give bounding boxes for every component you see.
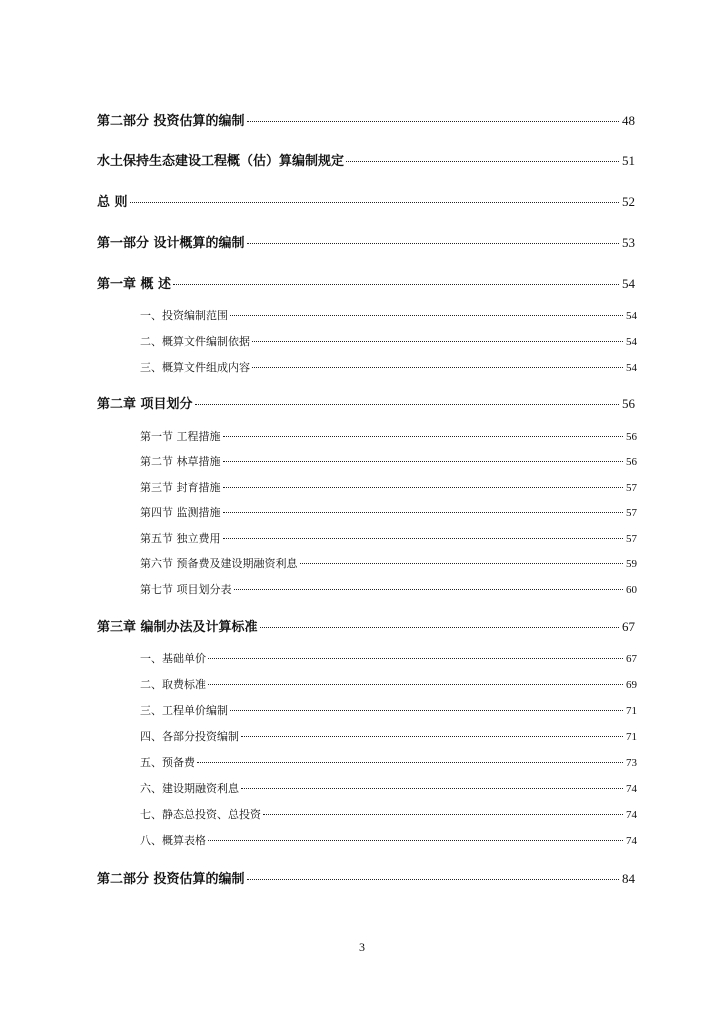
toc-entry-label: 水土保持生态建设工程概（估）算编制规定 xyxy=(97,154,345,169)
toc-entry[interactable] xyxy=(97,273,635,292)
toc-entry-page: 51 xyxy=(622,153,635,168)
toc-entry-label: 三、概算文件组成内容 xyxy=(140,361,250,374)
toc-subentry[interactable] xyxy=(140,333,637,349)
toc-entry-page: 54 xyxy=(626,310,637,322)
toc-entry-label: 总 则 xyxy=(97,195,128,210)
toc-entry-label: 八、概算表格 xyxy=(140,834,206,847)
toc-entry-page: 60 xyxy=(626,584,637,596)
dot-leader xyxy=(241,736,623,737)
dot-leader xyxy=(263,814,623,815)
toc-entry-page: 71 xyxy=(626,705,637,717)
dot-leader xyxy=(197,762,623,763)
toc-subentry[interactable] xyxy=(140,453,637,469)
dot-leader xyxy=(234,589,624,590)
toc-entry-label: 第六节 预备费及建设期融资利息 xyxy=(140,557,298,570)
toc-entry[interactable] xyxy=(97,616,635,635)
toc-entry-page: 54 xyxy=(626,362,637,374)
dot-leader xyxy=(241,788,623,789)
toc-entry-page: 67 xyxy=(626,653,637,665)
toc-entry-label: 六、建设期融资利息 xyxy=(140,782,239,795)
dot-leader xyxy=(173,284,619,285)
toc-entry[interactable] xyxy=(97,232,635,251)
toc-subentry[interactable] xyxy=(140,307,637,323)
toc-entry-label: 七、静态总投资、总投资 xyxy=(140,808,261,821)
dot-leader xyxy=(208,840,623,841)
toc-subentry[interactable] xyxy=(140,650,637,666)
toc-entry-page: 74 xyxy=(626,809,637,821)
toc-subentry[interactable] xyxy=(140,359,637,375)
toc-subentry[interactable] xyxy=(140,555,637,571)
toc-entry-label: 第二节 林草措施 xyxy=(140,455,221,468)
toc-subentry[interactable] xyxy=(140,676,637,692)
toc-entry[interactable] xyxy=(97,191,635,210)
toc-entry-page: 54 xyxy=(622,276,635,291)
toc-subentry[interactable] xyxy=(140,702,637,718)
toc-entry-page: 57 xyxy=(626,533,637,545)
dot-leader xyxy=(247,879,619,880)
dot-leader xyxy=(346,161,619,162)
toc-entry-page: 56 xyxy=(622,396,635,411)
dot-leader xyxy=(223,436,624,437)
dot-leader xyxy=(230,315,623,316)
toc-subentry[interactable] xyxy=(140,504,637,520)
toc-entry[interactable] xyxy=(97,150,635,169)
toc-subentry[interactable] xyxy=(140,780,637,796)
toc-entry-label: 三、工程单价编制 xyxy=(140,704,228,717)
toc-entry-page: 52 xyxy=(622,194,635,209)
toc-entry[interactable] xyxy=(97,110,635,129)
toc-entry-label: 一、投资编制范围 xyxy=(140,309,228,322)
toc-entry-label: 第一节 工程措施 xyxy=(140,430,221,443)
toc-entry-page: 59 xyxy=(626,558,637,570)
toc-subentry[interactable] xyxy=(140,581,637,597)
toc-entry-page: 67 xyxy=(622,619,635,634)
dot-leader xyxy=(223,512,624,513)
toc-entry-page: 56 xyxy=(626,431,637,443)
dot-leader xyxy=(223,487,624,488)
dot-leader xyxy=(247,121,619,122)
toc-entry-label: 第七节 项目划分表 xyxy=(140,583,232,596)
toc-entry-label: 第一章 概 述 xyxy=(97,277,172,292)
toc-subentry[interactable] xyxy=(140,832,637,848)
toc-entry-label: 二、概算文件编制依据 xyxy=(140,335,250,348)
dot-leader xyxy=(230,710,623,711)
toc-entry-label: 第三节 封育措施 xyxy=(140,481,221,494)
toc-entry-label: 第四节 监测措施 xyxy=(140,506,221,519)
toc-entry-page: 57 xyxy=(626,507,637,519)
dot-leader xyxy=(300,563,624,564)
toc-subentry[interactable] xyxy=(140,428,637,444)
toc-entry-label: 五、预备费 xyxy=(140,756,195,769)
toc-subentry[interactable] xyxy=(140,530,637,546)
toc-entry-page: 56 xyxy=(626,456,637,468)
toc-subentry[interactable] xyxy=(140,806,637,822)
toc-entry-label: 第五节 独立费用 xyxy=(140,532,221,545)
toc-entry-page: 73 xyxy=(626,757,637,769)
toc-entry-label: 第二章 项目划分 xyxy=(97,397,193,412)
dot-leader xyxy=(195,404,619,405)
dot-leader xyxy=(252,341,623,342)
dot-leader xyxy=(223,461,624,462)
toc-entry-label: 第一部分 设计概算的编制 xyxy=(97,236,245,251)
page-number: 3 xyxy=(359,940,365,954)
toc-entry[interactable] xyxy=(97,393,635,412)
toc-entry-label: 一、基础单价 xyxy=(140,652,206,665)
toc-entry-page: 54 xyxy=(626,336,637,348)
toc-entry-page: 53 xyxy=(622,235,635,250)
toc-entry-page: 74 xyxy=(626,783,637,795)
toc-entry-label: 二、取费标准 xyxy=(140,678,206,691)
toc-subentry[interactable] xyxy=(140,479,637,495)
toc-entry-label: 第三章 编制办法及计算标准 xyxy=(97,620,258,635)
toc-entry-page: 71 xyxy=(626,731,637,743)
toc-entry-page: 69 xyxy=(626,679,637,691)
toc-entry-page: 74 xyxy=(626,835,637,847)
dot-leader xyxy=(208,684,623,685)
dot-leader xyxy=(130,202,619,203)
toc-entry-page: 84 xyxy=(622,871,635,886)
toc-entry-label: 第二部分 投资估算的编制 xyxy=(97,114,245,129)
toc-entry-label: 第二部分 投资估算的编制 xyxy=(97,872,245,887)
toc-subentry[interactable] xyxy=(140,728,637,744)
toc-entry-label: 四、各部分投资编制 xyxy=(140,730,239,743)
toc-entry[interactable] xyxy=(97,868,635,887)
toc-entry-page: 48 xyxy=(622,113,635,128)
dot-leader xyxy=(223,538,624,539)
toc-entry-page: 57 xyxy=(626,482,637,494)
dot-leader xyxy=(208,658,623,659)
dot-leader xyxy=(247,243,619,244)
dot-leader xyxy=(252,367,623,368)
dot-leader xyxy=(260,627,619,628)
toc-subentry[interactable] xyxy=(140,754,637,770)
